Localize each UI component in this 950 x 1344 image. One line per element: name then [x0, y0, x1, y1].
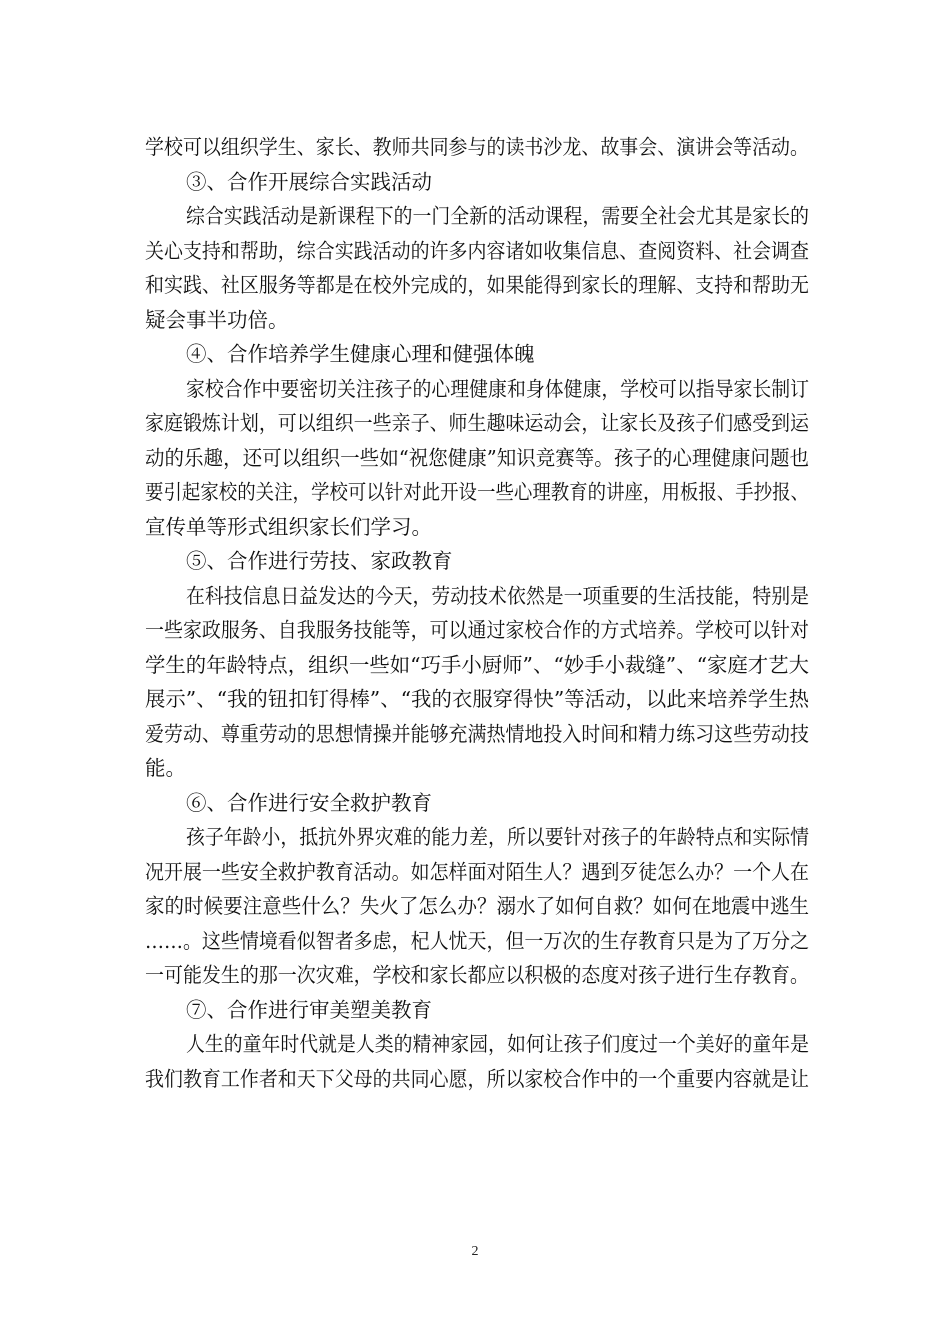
- page-number: 2: [471, 1244, 479, 1259]
- paragraph-line-indented: ⑦、合作进行审美塑美教育: [186, 997, 432, 1022]
- paragraph-line-indented: 人生的童年时代就是人类的精神家园，如何让孩子们度过一个美好的童年是: [186, 1032, 809, 1056]
- paragraph-line: 能。: [145, 756, 186, 780]
- paragraph-line: 学生的年龄特点，组织一些如“巧手小厨师”、“妙手小裁缝”、“家庭才艺大: [145, 652, 809, 677]
- paragraph-line-indented: ⑤、合作进行劳技、家政教育: [186, 549, 453, 573]
- paragraph-line: 一可能发生的那一次灾难，学校和家长都应以积极的态度对孩子进行生存教育。: [145, 963, 809, 987]
- paragraph-line: 爱劳动、尊重劳动的思想情操并能够充满热情地投入时间和精力练习这些劳动技: [145, 721, 809, 746]
- paragraph-line: 家的时候要注意些什么？失火了怎么办？溺水了如何自救？如何在地震中逃生: [145, 894, 809, 918]
- paragraph-line: 家庭锻炼计划，可以组织一些亲子、师生趣味运动会，让家长及孩子们感受到运: [145, 411, 809, 435]
- paragraph-line: 关心支持和帮助，综合实践活动的许多内容诸如收集信息、查阅资料、社会调查: [145, 238, 809, 263]
- body-text: [145, 130, 809, 1096]
- paragraph-line: 疑会事半功倍。: [145, 307, 289, 332]
- paragraph-line: 我们教育工作者和天下父母的共同心愿，所以家校合作中的一个重要内容就是让: [145, 1066, 809, 1091]
- paragraph-line: ……。这些情境看似智者多虑，杞人忧天，但一万次的生存教育只是为了万分之: [145, 928, 809, 953]
- paragraph-line: 要引起家校的关注，学校可以针对此开设一些心理教育的讲座，用板报、手抄报、: [145, 480, 809, 504]
- paragraph-line: 动的乐趣，还可以组织一些如“祝您健康”知识竞赛等。孩子的心理健康问题也: [145, 445, 809, 470]
- paragraph-line: 学校可以组织学生、家长、教师共同参与的读书沙龙、故事会、演讲会等活动。: [145, 135, 809, 159]
- paragraph-line: 一些家政服务、自我服务技能等，可以通过家校合作的方式培养。学校可以针对: [145, 618, 809, 642]
- paragraph-line-indented: 综合实践活动是新课程下的一门全新的活动课程，需要全社会尤其是家长的: [186, 204, 809, 228]
- paragraph-line: 况开展一些安全救护教育活动。如怎样面对陌生人？遇到歹徒怎么办？一个人在: [145, 859, 809, 884]
- paragraph-line-indented: 在科技信息日益发达的今天，劳动技术依然是一项重要的生活技能，特别是: [186, 583, 809, 608]
- paragraph-line-indented: 家校合作中要密切关注孩子的心理健康和身体健康，学校可以指导家长制订: [186, 376, 809, 401]
- paragraph-line: 和实践、社区服务等都是在校外完成的，如果能得到家长的理解、支持和帮助无: [145, 273, 809, 297]
- paragraph-line-indented: ④、合作培养学生健康心理和健强体魄: [186, 342, 535, 366]
- paragraph-line-indented: 孩子年龄小，抵抗外界灾难的能力差，所以要针对孩子的年龄特点和实际情: [186, 825, 809, 849]
- paragraph-line-indented: ⑥、合作进行安全救护教育: [186, 790, 432, 815]
- paragraph-line: 展示”、“我的钮扣钉得棒”、“我的衣服穿得快”等活动，以此来培养学生热: [145, 687, 809, 711]
- paragraph-line: 宣传单等形式组织家长们学习。: [145, 514, 432, 539]
- paragraph-line-indented: ③、合作开展综合实践活动: [186, 169, 432, 194]
